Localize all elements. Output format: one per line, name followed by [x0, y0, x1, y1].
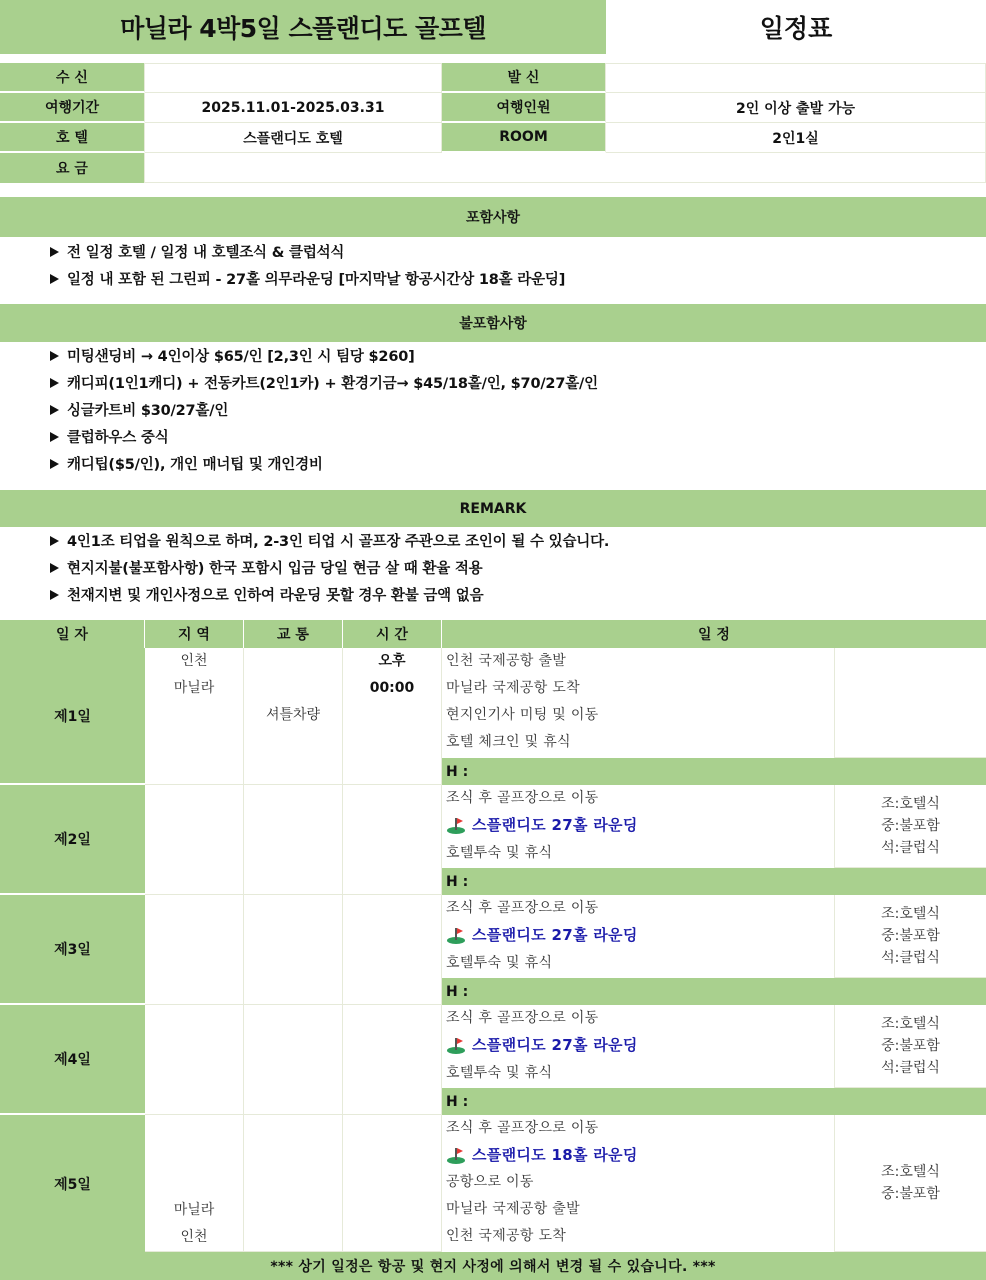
time-text: 00:00 — [369, 680, 415, 696]
room-value: 2인1실 — [606, 123, 986, 153]
meal-lunch: 중:불포함 — [881, 928, 940, 944]
hotel-h-bar: H : — [442, 1088, 986, 1115]
col-header-region: 지 역 — [145, 620, 244, 648]
remark-item: 천재지변 및 개인사정으로 인하여 라운딩 못할 경우 환불 금액 없음 — [50, 581, 483, 608]
itinerary-golf-item: 스플랜디도 18홀 라운딩 — [446, 1142, 638, 1169]
golf-flag-icon — [446, 927, 466, 945]
sender-label: 발 신 — [442, 63, 606, 93]
day-2-meal-cell — [834, 785, 986, 868]
col-header-date: 일 자 — [0, 620, 145, 648]
day-4-transport-cell — [244, 1005, 343, 1115]
remark-item: 현지지불(불포함사항) 한국 포함시 입금 당일 현금 살 때 환율 적용 — [50, 554, 482, 581]
itinerary-golf-item: 스플랜디도 27홀 라운딩 — [446, 922, 638, 949]
bullet-triangle-icon — [50, 563, 59, 573]
bullet-triangle-icon — [50, 247, 59, 257]
day-4-time-cell — [343, 1005, 442, 1115]
fee-label: 요 금 — [0, 153, 145, 183]
people-label: 여행인원 — [442, 93, 606, 123]
document-subtitle: 일정표 — [759, 14, 833, 43]
hotel-label: 호 텔 — [0, 123, 145, 153]
region-text: 인천 — [180, 1229, 208, 1245]
day-1-transport-cell — [244, 648, 343, 785]
hotel-value: 스플랜디도 호텔 — [145, 123, 442, 153]
itinerary-item: 마닐라 국제공항 출발 — [446, 1201, 580, 1217]
region-text: 마닐라 — [173, 1202, 215, 1218]
transport-text: 셔틀차량 — [265, 707, 321, 723]
excluded-item: 캐디피(1인1캐디) + 전동카트(2인1카) + 환경기금→ $45/18홀/인, $70/27홀/인 — [50, 369, 598, 396]
golf-flag-icon — [446, 1037, 466, 1055]
itinerary-item: 호텔 체크인 및 휴식 — [446, 734, 571, 750]
golf-flag-icon — [446, 1147, 466, 1165]
bullet-triangle-icon — [50, 351, 59, 361]
meal-lunch: 중:불포함 — [881, 1186, 940, 1202]
remark-item: 4인1조 티업을 원칙으로 하며, 2-3인 티업 시 골프장 주관으로 조인이 될 수 있습니다. — [50, 527, 609, 554]
included-item: 전 일정 호텔 / 일정 내 호텔조식 & 클럽석식 — [50, 238, 344, 265]
day-1-region-cell — [145, 648, 244, 785]
day-3-region-cell — [145, 895, 244, 1005]
excluded-item: 캐디팁($5/인), 개인 매너팁 및 개인경비 — [50, 450, 323, 477]
included-item: 일정 내 포함 된 그린피 - 27홀 의무라운딩 [마지막날 항공시간상 18홀 라운딩] — [50, 265, 565, 292]
day-5-label: 제5일 — [0, 1115, 145, 1252]
bullet-triangle-icon — [50, 274, 59, 284]
bullet-triangle-icon — [50, 590, 59, 600]
hotel-h-bar: H : — [442, 868, 986, 895]
itinerary-item: 조식 후 골프장으로 이동 — [446, 1120, 599, 1136]
day-1-time-cell — [343, 648, 442, 785]
included-header: 포함사항 — [0, 197, 986, 237]
day-5-time-cell — [343, 1115, 442, 1252]
room-label: ROOM — [442, 123, 606, 153]
people-value: 2인 이상 출발 가능 — [606, 93, 986, 123]
day-3-time-cell — [343, 895, 442, 1005]
day-3-transport-cell — [244, 895, 343, 1005]
recipient-value — [145, 63, 442, 93]
itinerary-item: 공항으로 이동 — [446, 1174, 534, 1190]
bullet-triangle-icon — [50, 405, 59, 415]
day-2-time-cell — [343, 785, 442, 895]
document-title: 마닐라 4박5일 스플랜디도 골프텔 — [0, 0, 606, 54]
day-2-label: 제2일 — [0, 785, 145, 895]
itinerary-item: 호텔투숙 및 휴식 — [446, 1065, 553, 1081]
itinerary-item: 조식 후 골프장으로 이동 — [446, 900, 599, 916]
col-header-time: 시 간 — [343, 620, 442, 648]
excluded-item: 미팅샌딩비 → 4인이상 $65/인 [2,3인 시 팀당 $260] — [50, 342, 415, 369]
meal-breakfast: 조:호텔식 — [881, 1164, 940, 1180]
day-3-label: 제3일 — [0, 895, 145, 1005]
meal-dinner: 석:클럽식 — [881, 1060, 940, 1076]
meal-dinner: 석:클럽식 — [881, 950, 940, 966]
itinerary-item: 현지인기사 미팅 및 이동 — [446, 707, 599, 723]
day-5-meal-cell — [834, 1115, 986, 1252]
itinerary-golf-item: 스플랜디도 27홀 라운딩 — [446, 1032, 638, 1059]
meal-dinner: 석:클럽식 — [881, 840, 940, 856]
meal-lunch: 중:불포함 — [881, 1038, 940, 1054]
day-1-meal-cell — [834, 648, 986, 758]
time-text: 오후 — [378, 653, 406, 669]
recipient-label: 수 신 — [0, 63, 145, 93]
day-5-region-cell — [145, 1115, 244, 1252]
itinerary-item: 호텔투숙 및 휴식 — [446, 955, 553, 971]
day-2-region-cell — [145, 785, 244, 895]
day-4-meal-cell — [834, 1005, 986, 1088]
itinerary-item: 호텔투숙 및 휴식 — [446, 845, 553, 861]
day-4-label: 제4일 — [0, 1005, 145, 1115]
col-header-itinerary: 일 정 — [442, 620, 986, 648]
itinerary-item: 인천 국제공항 출발 — [446, 653, 567, 669]
itinerary-item: 조식 후 골프장으로 이동 — [446, 1010, 599, 1026]
remark-header: REMARK — [0, 490, 986, 527]
meal-breakfast: 조:호텔식 — [881, 1016, 940, 1032]
day-1-label: 제1일 — [0, 648, 145, 785]
itinerary-item: 인천 국제공항 도착 — [446, 1228, 567, 1244]
hotel-h-bar: H : — [442, 758, 986, 785]
hotel-h-bar: H : — [442, 978, 986, 1005]
excluded-item: 싱글카트비 $30/27홀/인 — [50, 396, 228, 423]
bullet-triangle-icon — [50, 536, 59, 546]
col-header-transport: 교 통 — [244, 620, 343, 648]
meal-lunch: 중:불포함 — [881, 818, 940, 834]
golf-flag-icon — [446, 817, 466, 835]
bullet-triangle-icon — [50, 459, 59, 469]
meal-breakfast: 조:호텔식 — [881, 796, 940, 812]
period-value: 2025.11.01-2025.03.31 — [145, 93, 442, 123]
itinerary-item: 조식 후 골프장으로 이동 — [446, 790, 599, 806]
bullet-triangle-icon — [50, 378, 59, 388]
day-4-region-cell — [145, 1005, 244, 1115]
excluded-header: 불포함사항 — [0, 304, 986, 342]
itinerary-golf-item: 스플랜디도 27홀 라운딩 — [446, 812, 638, 839]
sender-value — [606, 63, 986, 93]
region-text: 인천 — [180, 653, 208, 669]
day-3-meal-cell — [834, 895, 986, 978]
day-2-transport-cell — [244, 785, 343, 895]
region-text: 마닐라 — [173, 680, 215, 696]
fee-value — [145, 153, 986, 183]
day-5-transport-cell — [244, 1115, 343, 1252]
itinerary-item: 마닐라 국제공항 도착 — [446, 680, 580, 696]
schedule-change-notice: *** 상기 일정은 항공 및 현지 사정에 의해서 변경 될 수 있습니다. *** — [0, 1252, 986, 1280]
meal-breakfast: 조:호텔식 — [881, 906, 940, 922]
bullet-triangle-icon — [50, 432, 59, 442]
excluded-item: 클럽하우스 중식 — [50, 423, 169, 450]
period-label: 여행기간 — [0, 93, 145, 123]
